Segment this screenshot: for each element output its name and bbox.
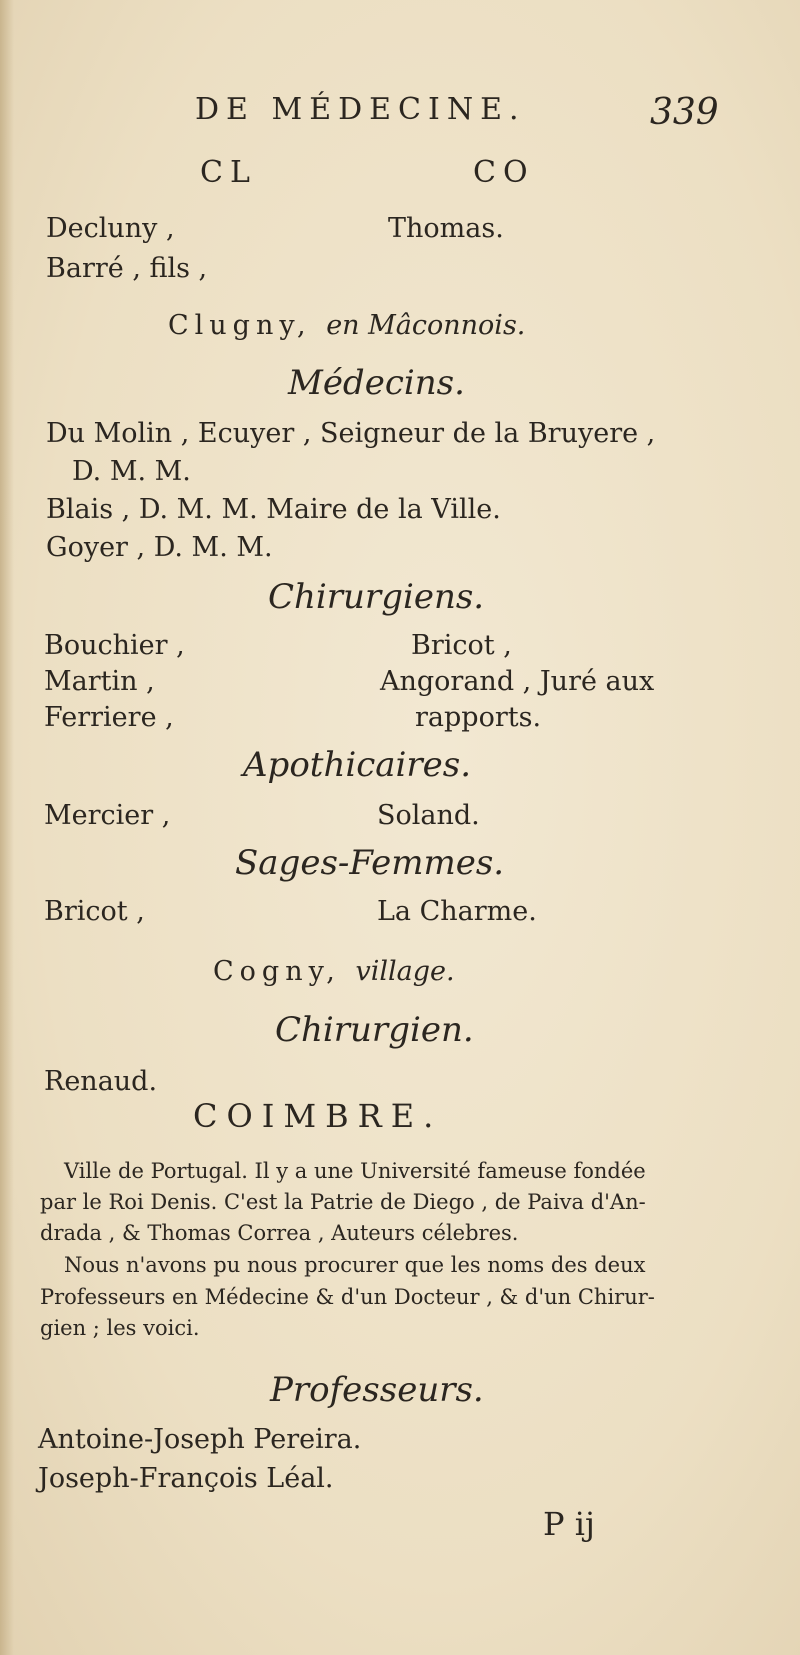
column-head-left: CL	[200, 155, 257, 190]
section-heading-medecins: Médecins.	[288, 363, 465, 403]
column-head-right: CO	[473, 155, 535, 190]
medecin-line: Du Molin , Ecuyer , Seigneur de la Bruyere ,	[46, 418, 656, 449]
chirurgien-left: Bouchier ,	[44, 630, 185, 661]
medecin-line: D. M. M.	[72, 456, 191, 487]
page-number: 339	[650, 92, 719, 133]
town-region: en Mâconnois.	[326, 310, 526, 341]
section-heading-apothicaires: Apothicaires.	[243, 745, 472, 785]
medecin-line: Goyer , D. M. M.	[46, 532, 273, 563]
chirurgien-right: Angorand , Juré aux	[380, 666, 655, 697]
chirurgien-right: Bricot ,	[411, 630, 512, 661]
town-heading-cluny	[168, 310, 525, 341]
sage-femme-right: La Charme.	[377, 896, 537, 927]
professeur-line: Joseph-François Léal.	[38, 1463, 334, 1494]
town-name: Clugny,	[168, 310, 312, 341]
section-heading-chirurgien: Chirurgien.	[275, 1010, 474, 1050]
section-heading-chirurgiens: Chirurgiens.	[268, 577, 485, 617]
carry-over-left-2: Barré , fils ,	[46, 253, 208, 284]
carry-over-right-1: Thomas.	[388, 213, 504, 244]
chirurgien-right: rapports.	[415, 702, 542, 733]
town-note: village.	[355, 956, 455, 987]
paragraph-line: Professeurs en Médecine & d'un Docteur , & d'un Chirur-	[40, 1285, 655, 1309]
signature-mark: P ij	[543, 1505, 595, 1543]
medecin-line: Blais , D. M. M. Maire de la Ville.	[46, 494, 501, 525]
chirurgien-name: Renaud.	[44, 1066, 158, 1097]
town-heading-coimbre: COIMBRE.	[193, 1097, 443, 1135]
section-heading-professeurs: Professeurs.	[270, 1370, 484, 1410]
apothicaire-right: Soland.	[377, 800, 480, 831]
professeur-line: Antoine-Joseph Pereira.	[38, 1424, 362, 1455]
town-name: Cogny,	[213, 956, 341, 987]
paragraph-line: drada , & Thomas Correa , Auteurs célebres.	[40, 1221, 519, 1245]
town-heading-cogny	[213, 956, 455, 987]
apothicaire-left: Mercier ,	[44, 800, 171, 831]
sage-femme-left: Bricot ,	[44, 896, 145, 927]
chirurgien-left: Martin ,	[44, 666, 155, 697]
section-heading-sages-femmes: Sages-Femmes.	[235, 843, 505, 883]
running-head: DE MÉDECINE.	[195, 92, 526, 127]
carry-over-left-1: Decluny ,	[46, 213, 175, 244]
chirurgien-left: Ferriere ,	[44, 702, 174, 733]
paragraph-line: Nous n'avons pu nous procurer que les noms des deux	[64, 1253, 646, 1277]
paragraph-line: gien ; les voici.	[40, 1316, 200, 1340]
paragraph-line: par le Roi Denis. C'est la Patrie de Diego , de Paiva d'An-	[40, 1190, 646, 1214]
paragraph-line: Ville de Portugal. Il y a une Université fameuse fondée	[64, 1159, 646, 1183]
